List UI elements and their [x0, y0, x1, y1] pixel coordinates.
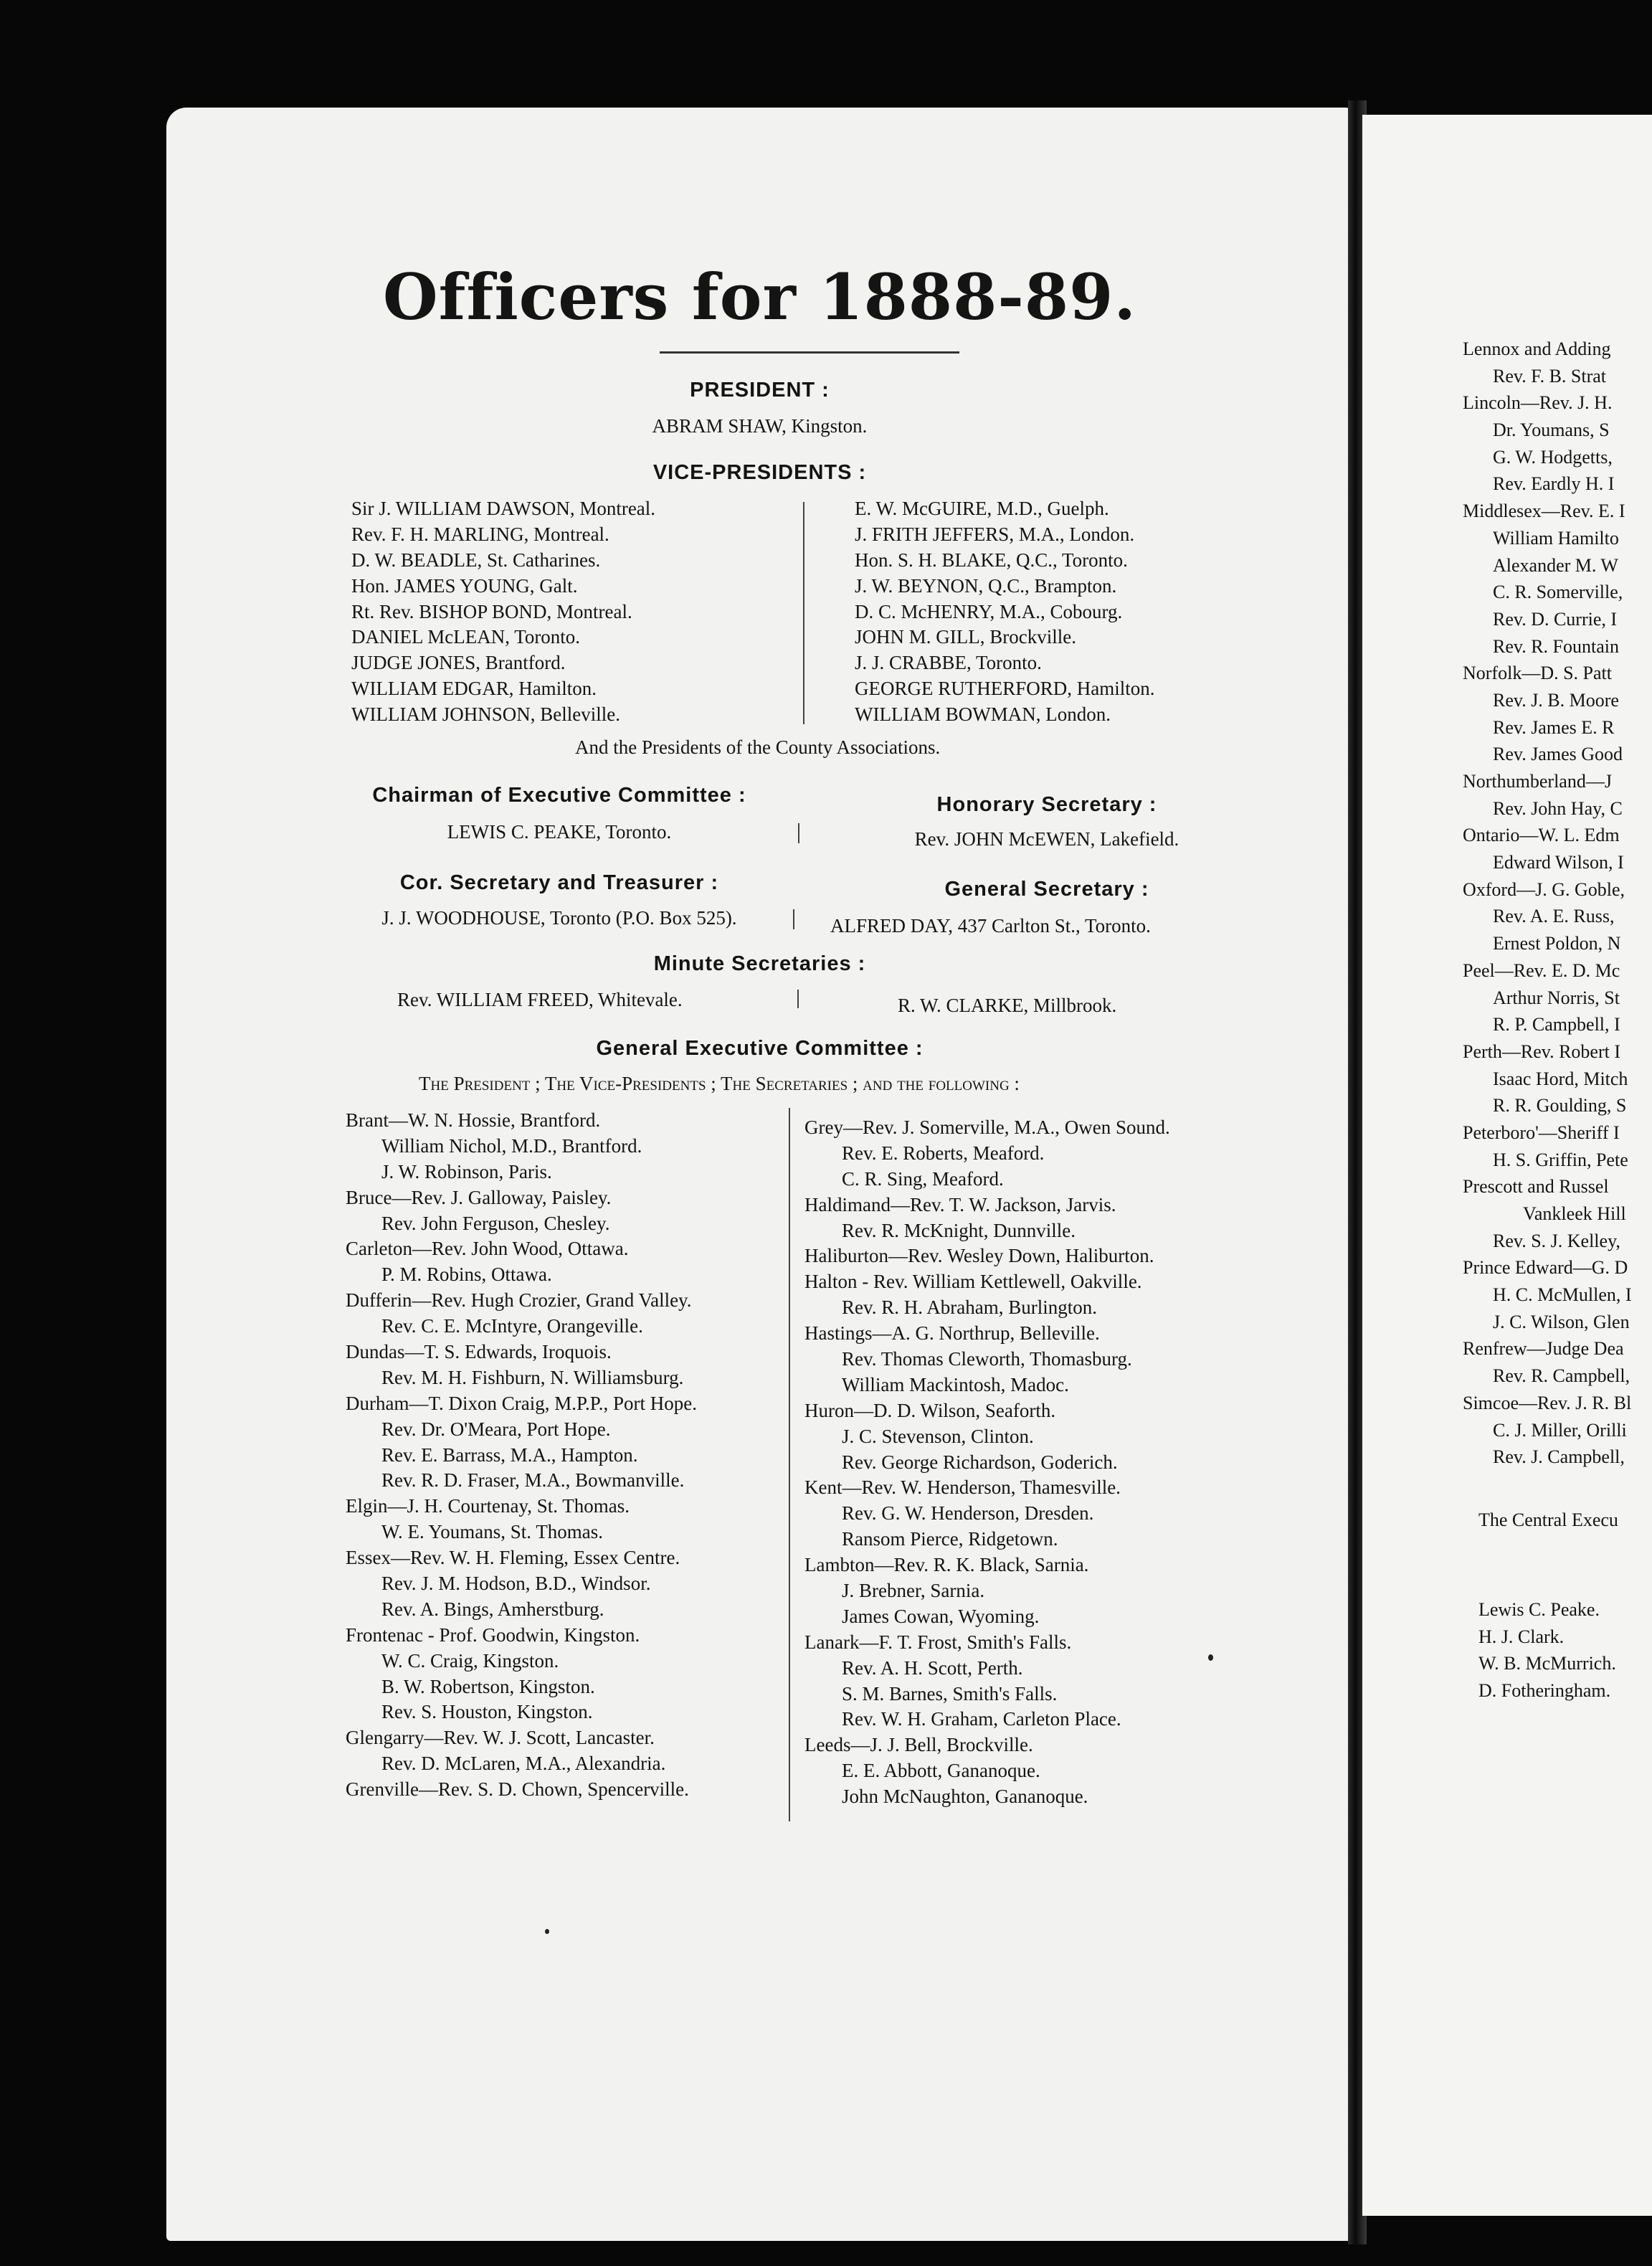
right-page-entry-member: Rev. S. J. Kelley,	[1493, 1230, 1620, 1251]
gec-entry-member: E. E. Abbott, Gananoque.	[842, 1760, 1040, 1782]
gec-entry-member: J. Brebner, Sarnia.	[842, 1580, 985, 1602]
gec-entry-member: Rev. Dr. O'Meara, Port Hope.	[381, 1418, 611, 1440]
vice-president-entry: WILLIAM EDGAR, Hamilton.	[351, 678, 597, 700]
vice-president-entry: Hon. JAMES YOUNG, Galt.	[351, 574, 578, 597]
central-executive-names	[1478, 1596, 1652, 1705]
right-page-entry-county: Perth—Rev. Robert I	[1463, 1040, 1620, 1062]
vice-president-entry: J. J. CRABBE, Toronto.	[855, 652, 1042, 674]
right-page-entry-member: H. S. Griffin, Pete	[1493, 1149, 1628, 1170]
right-page-entry-member: Rev. J. B. Moore	[1493, 689, 1619, 711]
right-page-entry-member: Rev. John Hay, C	[1493, 797, 1623, 819]
gec-entry-member: J. W. Robinson, Paris.	[381, 1160, 552, 1182]
column-divider	[798, 823, 799, 843]
gec-entry-county: Grey—Rev. J. Somerville, M.A., Owen Sound.	[804, 1117, 1170, 1138]
gec-entry-member: Rev. E. Roberts, Meaford.	[842, 1142, 1045, 1164]
right-page-entry-member: C. R. Somerville,	[1493, 582, 1623, 603]
right-page-entry-county: Lincoln—Rev. J. H.	[1463, 392, 1613, 414]
right-page-entry-member: R. P. Campbell, I	[1493, 1014, 1620, 1035]
vice-president-entry: J. W. BEYNON, Q.C., Brampton.	[855, 574, 1117, 597]
right-page-entry-member: Rev. Eardly H. I	[1493, 473, 1615, 495]
gec-entry-county: Halton - Rev. William Kettlewell, Oakville.	[804, 1271, 1142, 1293]
gec-entry-member: James Cowan, Wyoming.	[842, 1605, 1040, 1627]
gec-entry-member: Rev. J. M. Hodson, B.D., Windsor.	[381, 1573, 651, 1595]
right-page-entry-member: Edward Wilson, I	[1493, 852, 1624, 873]
gec-entry-member: Rev. M. H. Fishburn, N. Williamsburg.	[381, 1366, 684, 1388]
gec-entry-member: Rev. R. H. Abraham, Burlington.	[842, 1296, 1097, 1319]
right-page-entry-member: Rev. R. Campbell,	[1493, 1365, 1630, 1387]
gec-entry-county: Lambton—Rev. R. K. Black, Sarnia.	[804, 1554, 1089, 1576]
chairman-heading: Chairman of Executive Committee :	[372, 784, 746, 807]
right-page-entry-member: Isaac Hord, Mitch	[1493, 1068, 1628, 1089]
vice-president-entry: WILLIAM JOHNSON, Belleville.	[351, 703, 620, 726]
vice-presidents-right-column	[855, 496, 1256, 728]
vice-presidents-left-column	[351, 496, 753, 728]
vice-president-entry: Rt. Rev. BISHOP BOND, Montreal.	[351, 600, 632, 622]
page-title: Officers for 1888-89.	[382, 260, 1136, 334]
vice-president-entry: D. W. BEADLE, St. Catharines.	[351, 549, 601, 571]
right-page-entry-county: Peel—Rev. E. D. Mc	[1463, 959, 1620, 981]
right-page-entry-member: R. R. Goulding, S	[1493, 1095, 1627, 1117]
gec-entry-member: W. E. Youmans, St. Thomas.	[381, 1521, 604, 1543]
gec-entry-county: Grenville—Rev. S. D. Chown, Spencerville.	[346, 1778, 689, 1801]
gec-entry-member: Rev. E. Barrass, M.A., Hampton.	[381, 1443, 638, 1466]
vice-president-entry: JOHN M. GILL, Brockville.	[855, 626, 1076, 648]
vice-president-entry: E. W. McGUIRE, M.D., Guelph.	[855, 498, 1109, 519]
gec-left-column	[346, 1108, 783, 1803]
gec-entry-county: Haldimand—Rev. T. W. Jackson, Jarvis.	[804, 1193, 1116, 1215]
right-page-entry-member: Dr. Youmans, S	[1493, 419, 1610, 441]
gec-entry-member: William Nichol, M.D., Brantford.	[381, 1134, 642, 1157]
ink-speck	[1208, 1654, 1213, 1661]
gec-entry-member: B. W. Robertson, Kingston.	[381, 1675, 595, 1697]
gec-entry-county: Kent—Rev. W. Henderson, Thamesville.	[804, 1476, 1121, 1499]
gec-entry-county: Dundas—T. S. Edwards, Iroquois.	[346, 1341, 612, 1363]
vice-president-entry: Rev. F. H. MARLING, Montreal.	[351, 523, 609, 545]
central-executive-name: Lewis C. Peake.	[1478, 1599, 1600, 1620]
gec-entry-member: Rev. W. H. Graham, Carleton Place.	[842, 1708, 1121, 1730]
vice-president-entry: Sir J. WILLIAM DAWSON, Montreal.	[351, 498, 656, 519]
right-page-entry-county: Renfrew—Judge Dea	[1463, 1338, 1624, 1360]
right-page-entry-member: G. W. Hodgetts,	[1493, 446, 1613, 468]
right-page-entry-member: Ernest Poldon, N	[1493, 933, 1621, 954]
column-divider	[793, 909, 794, 929]
right-page-entry-county: Norfolk—D. S. Patt	[1463, 663, 1612, 684]
minute-secretaries-heading: Minute Secretaries :	[653, 952, 866, 975]
right-page-entry-member: Alexander M. W	[1493, 554, 1618, 576]
gec-entry-county: Frontenac - Prof. Goodwin, Kingston.	[346, 1623, 640, 1646]
honorary-secretary-heading: Honorary Secretary :	[936, 793, 1157, 816]
right-page-entry-member: Arthur Norris, St	[1493, 987, 1620, 1008]
gec-entry-member: Ransom Pierce, Ridgetown.	[842, 1528, 1058, 1550]
gec-intro: The President ; The Vice-Presidents ; The Secretaries ; and the following :	[419, 1073, 1020, 1094]
gec-entry-member: Rev. G. W. Henderson, Dresden.	[842, 1502, 1094, 1525]
right-page-entry-member: Rev. James Good	[1493, 744, 1623, 765]
column-divider	[789, 1108, 790, 1821]
vice-president-entry: D. C. McHENRY, M.A., Cobourg.	[855, 600, 1123, 622]
minute-secretary-right: R. W. CLARKE, Millbrook.	[898, 995, 1117, 1016]
gec-entry-county: Bruce—Rev. J. Galloway, Paisley.	[346, 1186, 612, 1208]
gec-entry-member: Rev. Thomas Cleworth, Thomasburg.	[842, 1348, 1132, 1370]
central-executive-name: W. B. McMurrich.	[1478, 1653, 1616, 1674]
column-divider	[797, 990, 799, 1008]
vice-president-entry: J. FRITH JEFFERS, M.A., London.	[855, 523, 1135, 545]
gec-entry-member: W. C. Craig, Kingston.	[381, 1649, 559, 1672]
right-page-entry-member: C. J. Miller, Orilli	[1493, 1419, 1627, 1441]
right-page-entry-county: Lennox and Adding	[1463, 338, 1611, 359]
gec-entry-member: Rev. C. E. McIntyre, Orangeville.	[381, 1315, 643, 1337]
right-page-entry-county: Northumberland—J	[1463, 771, 1612, 792]
cor-secretary-name: J. J. WOODHOUSE, Toronto (P.O. Box 525).	[381, 907, 737, 929]
vice-president-entry: GEORGE RUTHERFORD, Hamilton.	[855, 678, 1155, 700]
right-page-entry-member: Rev. F. B. Strat	[1493, 365, 1607, 387]
gec-entry-member: P. M. Robins, Ottawa.	[381, 1264, 552, 1286]
gec-entry-member: Rev. D. McLaren, M.A., Alexandria.	[381, 1753, 666, 1775]
right-page-entry-member: Vankleek Hill	[1523, 1203, 1626, 1224]
vice-presidents-footer: And the Presidents of the County Associations.	[575, 736, 941, 758]
right-page-entry-member: J. C. Wilson, Glen	[1493, 1311, 1630, 1332]
gec-entry-member: William Mackintosh, Madoc.	[842, 1373, 1069, 1395]
gec-entry-member: Rev. John Ferguson, Chesley.	[381, 1212, 610, 1234]
president-heading: PRESIDENT :	[690, 379, 830, 402]
general-secretary-name: ALFRED DAY, 437 Carlton St., Toronto.	[830, 915, 1151, 937]
right-page-entry-member: Rev. R. Fountain	[1493, 635, 1619, 657]
central-executive-name: H. J. Clark.	[1478, 1626, 1565, 1647]
gec-entry-member: Rev. A. H. Scott, Perth.	[842, 1656, 1023, 1679]
right-page-entry-member: William Hamilto	[1493, 527, 1619, 549]
gec-entry-member: Rev. George Richardson, Goderich.	[842, 1451, 1118, 1473]
gec-entry-county: Huron—D. D. Wilson, Seaforth.	[804, 1399, 1056, 1421]
gec-entry-member: Rev. S. Houston, Kingston.	[381, 1701, 593, 1723]
title-rule	[660, 351, 959, 354]
gec-entry-county: Brant—W. N. Hossie, Brantford.	[346, 1109, 601, 1131]
gec-entry-county: Leeds—J. J. Bell, Brockville.	[804, 1734, 1033, 1756]
gec-entry-county: Dufferin—Rev. Hugh Crozier, Grand Valley.	[346, 1289, 692, 1312]
gec-entry-member: S. M. Barnes, Smith's Falls.	[842, 1682, 1058, 1705]
right-page-entry-county: Prescott and Russel	[1463, 1176, 1609, 1198]
right-page-list	[1463, 336, 1652, 1471]
gec-entry-county: Glengarry—Rev. W. J. Scott, Lancaster.	[346, 1727, 655, 1749]
right-page-entry-county: Oxford—J. G. Goble,	[1463, 878, 1625, 900]
minute-secretary-left: Rev. WILLIAM FREED, Whitevale.	[397, 989, 683, 1010]
cor-secretary-heading: Cor. Secretary and Treasurer :	[399, 871, 719, 894]
gec-entry-member: Rev. A. Bings, Amherstburg.	[381, 1598, 604, 1620]
honorary-secretary-name: Rev. JOHN McEWEN, Lakefield.	[914, 828, 1179, 850]
gec-entry-county: Haliburton—Rev. Wesley Down, Haliburton.	[804, 1245, 1154, 1267]
right-page-entry-member: Rev. J. Campbell,	[1493, 1446, 1625, 1468]
central-executive-name: D. Fotheringham.	[1478, 1680, 1611, 1702]
right-page-entry-county: Prince Edward—G. D	[1463, 1257, 1628, 1279]
vice-president-entry: WILLIAM BOWMAN, London.	[855, 703, 1111, 726]
vice-presidents-heading: VICE-PRESIDENTS :	[652, 461, 867, 484]
vice-president-entry: Hon. S. H. BLAKE, Q.C., Toronto.	[855, 549, 1128, 571]
right-page-entry-county: Ontario—W. L. Edm	[1463, 825, 1620, 846]
gec-heading: General Executive Committee :	[596, 1037, 924, 1060]
right-page-entry-county: Simcoe—Rev. J. R. Bl	[1463, 1392, 1632, 1413]
general-secretary-heading: General Secretary :	[944, 878, 1149, 901]
gec-entry-member: J. C. Stevenson, Clinton.	[842, 1425, 1034, 1447]
central-executive-label: The Central Execu	[1478, 1509, 1618, 1530]
right-page-entry-member: Rev. James E. R	[1493, 716, 1615, 738]
gec-entry-county: Essex—Rev. W. H. Fleming, Essex Centre.	[346, 1547, 680, 1569]
president-name: ABRAM SHAW, Kingston.	[652, 415, 868, 437]
gec-entry-county: Carleton—Rev. John Wood, Ottawa.	[346, 1238, 629, 1260]
gec-entry-member: Rev. R. D. Fraser, M.A., Bowmanville.	[381, 1469, 685, 1492]
right-page-entry-county: Peterboro'—Sheriff I	[1463, 1122, 1620, 1143]
gec-entry-county: Durham—T. Dixon Craig, M.P.P., Port Hope.	[346, 1392, 697, 1414]
gec-entry-county: Elgin—J. H. Courtenay, St. Thomas.	[346, 1495, 630, 1517]
ink-speck	[545, 1929, 549, 1934]
right-page-entry-member: Rev. A. E. Russ,	[1493, 906, 1615, 927]
vice-president-entry: JUDGE JONES, Brantford.	[351, 652, 566, 674]
vice-president-entry: DANIEL McLEAN, Toronto.	[351, 626, 581, 648]
column-divider	[803, 502, 804, 724]
gec-entry-member: Rev. R. McKnight, Dunnville.	[842, 1219, 1076, 1241]
gec-entry-county: Hastings—A. G. Northrup, Belleville.	[804, 1322, 1100, 1345]
gec-entry-member: John McNaughton, Gananoque.	[842, 1786, 1088, 1808]
gec-entry-member: C. R. Sing, Meaford.	[842, 1167, 1004, 1190]
gec-right-column	[804, 1115, 1263, 1810]
gec-entry-county: Lanark—F. T. Frost, Smith's Falls.	[804, 1631, 1072, 1653]
right-page-entry-member: H. C. McMullen, I	[1493, 1284, 1632, 1306]
right-page-entry-county: Middlesex—Rev. E. I	[1463, 501, 1625, 522]
right-page-entry-member: Rev. D. Currie, I	[1493, 608, 1618, 630]
chairman-name: LEWIS C. PEAKE, Toronto.	[447, 821, 672, 843]
